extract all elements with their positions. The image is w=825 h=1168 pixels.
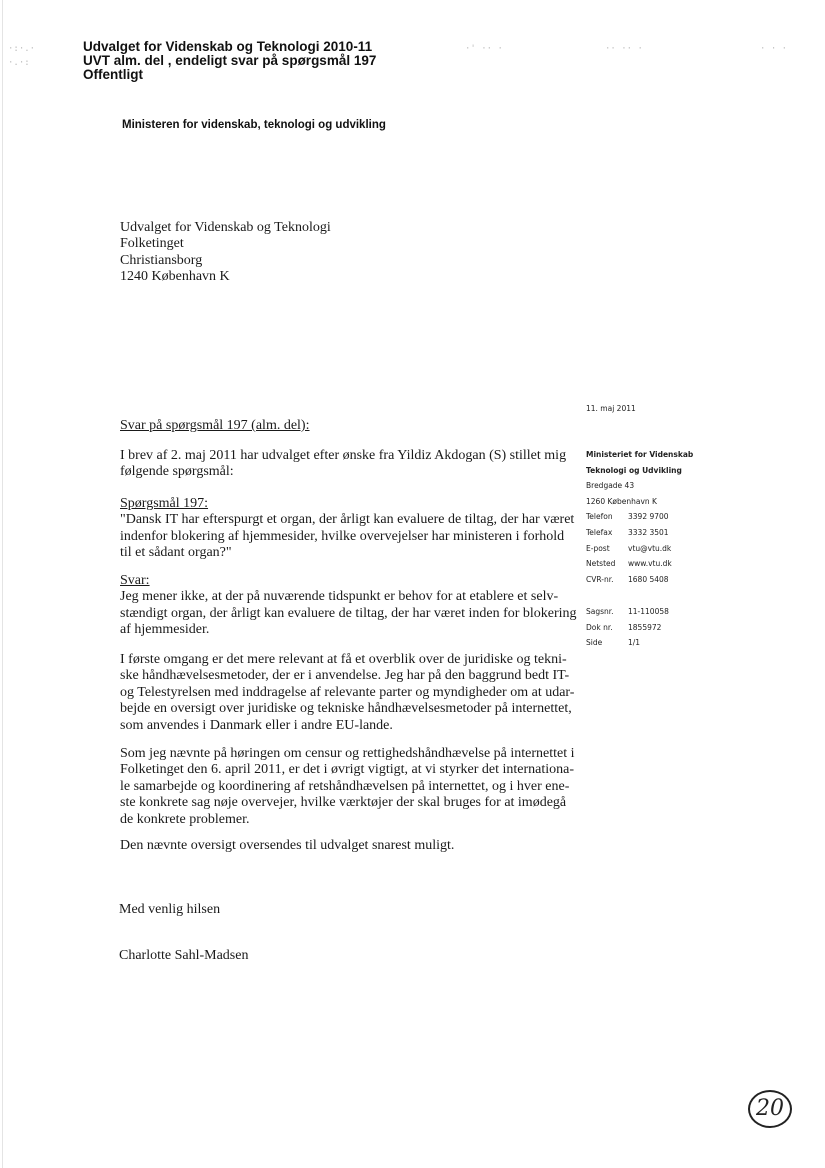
sender-address-line: 1260 København K [586, 496, 657, 506]
text-line: I brev af 2. maj 2011 har udvalget efter ønske fra Yildiz Akdogan (S) stillet mig [120, 448, 567, 463]
contact-row-cvr [586, 572, 693, 588]
page-edge-shadow [2, 0, 3, 1168]
ref-label: Dok nr. [586, 622, 613, 632]
recipient-address [120, 220, 331, 286]
contact-label: Netsted [586, 559, 616, 569]
stamp-header [83, 40, 376, 82]
text-line: bejde en oversigt over juridiske og tekniske håndhævelsesmetoder på internettet, [120, 701, 572, 717]
contact-value: 3332 3501 [628, 527, 669, 537]
text-line: til et sådant organ?" [120, 545, 232, 561]
subject-line: Svar på spørgsmål 197 (alm. del): [120, 418, 310, 433]
ref-value: 1855972 [628, 622, 662, 632]
paragraph-overview [120, 652, 574, 734]
intro-paragraph [120, 448, 566, 481]
text-line: "Dansk IT har efterspurgt et organ, der årligt kan evaluere de tiltag, der har været [120, 512, 575, 528]
ref-row-doc [586, 620, 669, 636]
text-line: af hjemmesider. [120, 622, 210, 638]
signature-name: Charlotte Sahl-Madsen [119, 948, 249, 963]
contact-value: 1680 5408 [628, 574, 669, 584]
scan-noise: ·' ·· · [465, 44, 503, 54]
ref-row-case [586, 604, 669, 620]
text-line: stændigt organ, der årligt kan evaluere de tiltag, der har været inden for blokering [120, 605, 577, 621]
recipient-line: Folketinget [120, 236, 184, 252]
sender-org-line: Ministeriet for Videnskab [586, 450, 694, 459]
stamp-line-reference: UVT alm. del , endeligt svar på spørgsmål 197 [83, 53, 377, 68]
text-line: som anvendes i Danmark eller i andre EU-lande. [120, 717, 393, 733]
scan-noise: ·.·: [8, 58, 30, 68]
answer-heading: Svar: [120, 573, 150, 588]
sender-info [586, 447, 693, 587]
contact-row-website [586, 556, 693, 572]
text-line: Folketinget den 6. april 2011, er det i øvrigt vigtigt, at vi styrker det internationa- [120, 762, 574, 778]
contact-label: Telefax [586, 527, 613, 537]
contact-label: E-post [586, 543, 610, 553]
scan-noise: ·· ·· · [605, 44, 643, 54]
text-line: de konkrete problemer. [120, 811, 250, 827]
ref-label: Sagsnr. [586, 607, 614, 616]
text-line: ste konkrete sag nøje overvejer, hvilke værktøjer der skal bruges for at imødegå [120, 795, 567, 811]
ref-label: Side [586, 638, 603, 648]
scan-noise: ·:·.· [8, 44, 36, 54]
text-line: I første omgang er det mere relevant at få et overblik over de juridiske og tekni- [120, 652, 567, 667]
text-line: indenfor blokering af hjemmesider, hvilke overvejelser har ministeren i forhold [120, 528, 565, 544]
ref-value: 1/1 [628, 638, 641, 648]
text-line: le samarbejde og koordinering af retshåndhævelsen på internettet, og i hver ene- [120, 778, 570, 794]
ref-row-page [586, 635, 669, 651]
contact-value: 3392 9700 [628, 512, 669, 522]
question-block [120, 496, 574, 562]
contact-row-fax [586, 525, 693, 541]
stamp-line-committee: Udvalget for Videnskab og Teknologi 2010-11 [83, 39, 373, 54]
recipient-line: Udvalget for Videnskab og Teknologi [120, 220, 331, 235]
recipient-line: Christiansborg [120, 252, 203, 268]
ref-value: 11-110058 [628, 607, 669, 616]
text-line: og Telestyrelsen med inddragelse af relevante parter og myndigheder om at udar- [120, 684, 575, 700]
text-line: Som jeg nævnte på høringen om censur og rettighedshåndhævelse på internettet i [120, 746, 575, 761]
contact-label: CVR-nr. [586, 574, 614, 584]
paragraph-followup: Den nævnte oversigt oversendes til udvalget snarest muligt. [120, 838, 455, 853]
contact-value: vtu@vtu.dk [628, 543, 672, 553]
case-references [586, 604, 669, 651]
scan-noise: · · · [760, 44, 788, 54]
contact-row-phone [586, 509, 693, 525]
question-heading: Spørgsmål 197: [120, 496, 209, 511]
contact-label: Telefon [586, 512, 613, 522]
stamp-line-status: Offentligt [83, 67, 143, 82]
text-line: Jeg mener ikke, at der på nuværende tidspunkt er behov for at etablere et selv- [120, 589, 559, 605]
contact-value: www.vtu.dk [628, 559, 672, 569]
text-line: følgende spørgsmål: [120, 464, 234, 480]
ministry-heading: Ministeren for videnskab, teknologi og udvikling [122, 119, 386, 131]
sender-address-line: Bredgade 43 [586, 481, 635, 491]
sender-org-line: Teknologi og Udvikling [586, 465, 682, 475]
text-line: ske håndhævelsesmetoder, der er i anvendelse. Jeg har på den baggrund bedt IT- [120, 668, 570, 684]
closing-greeting: Med venlig hilsen [119, 902, 221, 917]
handwritten-page-number: 20 [748, 1090, 792, 1128]
recipient-line: 1240 København K [120, 269, 230, 285]
answer-block [120, 573, 577, 639]
contact-row-email [586, 541, 693, 557]
paragraph-international [120, 746, 575, 828]
letter-date: 11. maj 2011 [586, 404, 636, 413]
